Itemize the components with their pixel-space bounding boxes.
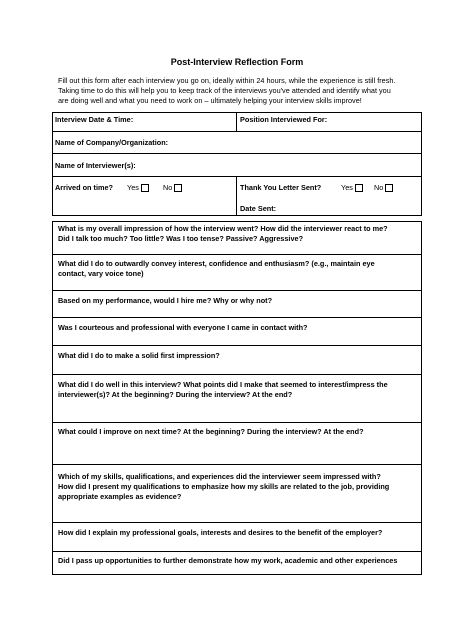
arrived-yes-checkbox[interactable]	[141, 184, 149, 192]
question-improve[interactable]	[58, 427, 418, 437]
arrived-label: Arrived on time?	[55, 183, 113, 192]
question-skills[interactable]	[58, 472, 418, 502]
question-line: interviewer(s)? At the beginning? During the interview? At the end?	[58, 390, 293, 399]
question-line: What could I improve on next time? At the beginning? During the interview? At the end?	[58, 427, 364, 436]
question-line: How did I explain my professional goals, interests and desires to the benefit of the employer?	[58, 528, 383, 537]
intro-line: Taking time to do this will help you to keep track of the interviews you've attended and identify what you	[58, 86, 391, 95]
thankyou-row	[240, 183, 321, 192]
question-line: Did I talk too much? Too little? Was I too tense? Passive? Aggressive?	[58, 234, 304, 243]
question-line: Which of my skills, qualifications, and experiences did the interviewer seem impressed with?	[58, 472, 381, 481]
thankyou-yes-checkbox[interactable]	[355, 184, 363, 192]
thankyou-label: Thank You Letter Sent?	[240, 183, 322, 192]
question-line: What did I do to make a solid first impression?	[58, 351, 220, 360]
arrived-no-checkbox[interactable]	[174, 184, 182, 192]
arrived-no-label: No	[163, 183, 173, 192]
question-line: Did I pass up opportunities to further demonstrate how my work, academic and other experiences	[58, 556, 398, 565]
question-line: Based on my performance, would I hire me? Why or why not?	[58, 296, 273, 305]
interview-date-field[interactable]	[55, 115, 133, 124]
position-label: Position Interviewed For:	[240, 115, 328, 124]
question-opportunities[interactable]	[58, 556, 418, 566]
question-line: What did I do well in this interview? What points did I make that seemed to interest/impress the	[58, 380, 388, 389]
thankyou-no-checkbox[interactable]	[385, 184, 393, 192]
company-field[interactable]	[55, 138, 168, 147]
intro-line: Fill out this form after each interview you go on, ideally within 24 hours, while the experience is still fresh.	[58, 76, 396, 85]
question-goals[interactable]	[58, 528, 418, 538]
question-line: Was I courteous and professional with everyone I came in contact with?	[58, 323, 308, 332]
question-courteous[interactable]	[58, 323, 418, 333]
thankyou-no-label: No	[374, 183, 384, 192]
question-line: contact, vary voice tone)	[58, 269, 144, 278]
form-title: Post-Interview Reflection Form	[170, 57, 304, 67]
interviewer-field[interactable]	[55, 161, 136, 170]
thankyou-no-option	[374, 183, 393, 192]
date-sent-label: Date Sent:	[240, 204, 277, 213]
question-impression[interactable]	[58, 224, 418, 244]
question-convey-interest[interactable]	[58, 259, 418, 279]
arrived-row	[55, 183, 113, 192]
question-first-impression[interactable]	[58, 351, 418, 361]
question-line: What is my overall impression of how the interview went? How did the interviewer react to me?	[58, 224, 388, 233]
question-hire-me[interactable]	[58, 296, 418, 306]
arrived-yes-option	[127, 183, 149, 192]
date-sent-field[interactable]	[240, 204, 276, 213]
arrived-yes-label: Yes	[127, 183, 139, 192]
question-line: appropriate examples as evidence?	[58, 492, 182, 501]
thankyou-yes-option	[341, 183, 363, 192]
question-did-well[interactable]	[58, 380, 418, 400]
intro-paragraph	[58, 76, 420, 106]
thankyou-yes-label: Yes	[341, 183, 353, 192]
interview-date-label: Interview Date & Time:	[55, 115, 134, 124]
interviewer-label: Name of Interviewer(s):	[55, 161, 136, 170]
company-label: Name of Company/Organization:	[55, 138, 169, 147]
question-line: What did I do to outwardly convey interest, confidence and enthusiasm? (e.g., maintain eye	[58, 259, 375, 268]
question-line: How did I present my qualifications to emphasize how my skills are related to the job, providing	[58, 482, 390, 491]
intro-line: are doing well and what you need to work on – ultimately helping your interview skills improve!	[58, 96, 362, 105]
arrived-no-option	[163, 183, 182, 192]
position-field[interactable]	[240, 115, 327, 124]
